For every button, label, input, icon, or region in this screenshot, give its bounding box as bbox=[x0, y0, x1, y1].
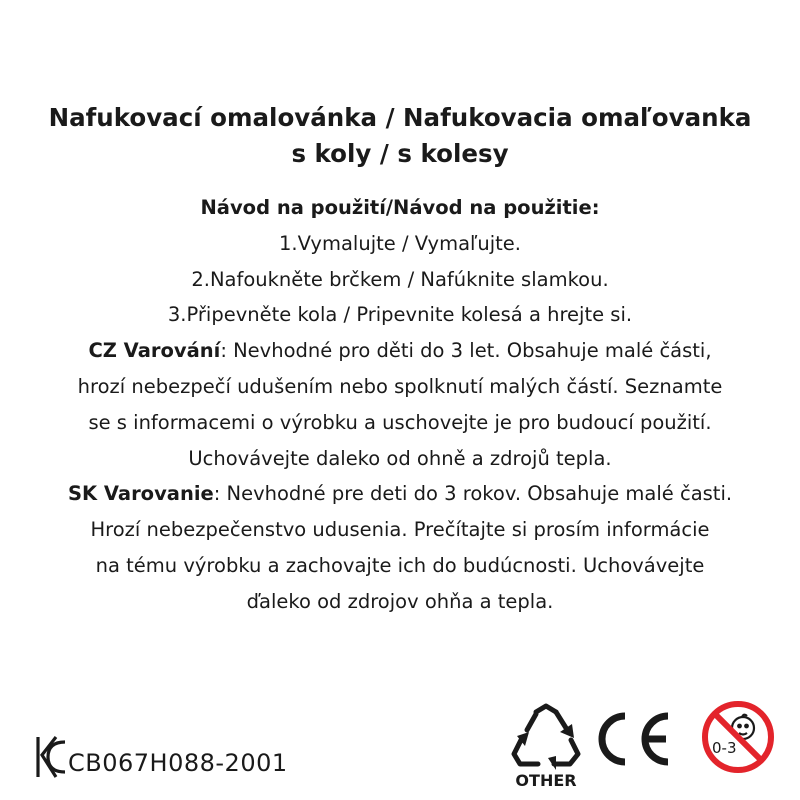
ce-mark-icon bbox=[590, 710, 672, 768]
title-line-2: s koly / s kolesy bbox=[291, 139, 509, 168]
warning-sk-line-1 bbox=[0, 476, 800, 512]
warning-cz-line-2: hrozí nebezpečí udušením nebo spolknutí malých částí. Seznamte bbox=[77, 374, 723, 398]
warning-sk-label: SK Varovanie bbox=[67, 482, 214, 506]
kc-mark-icon bbox=[34, 734, 68, 780]
instructions-heading: Návod na použití/Návod na použitie: bbox=[200, 196, 600, 219]
warning-cz-text-1: : Nevhodné pro děti do 3 let. Obsahuje malé části, bbox=[220, 339, 712, 363]
instruction-step-2: 2.Nafoukněte brčkem / Nafúknite slamkou. bbox=[191, 267, 609, 291]
warning-cz-line-1 bbox=[0, 333, 800, 369]
warning-sk-line-2: Hrozí nebezpečenstvo udusenia. Prečítajte si prosím informácie bbox=[90, 518, 710, 542]
warning-cz-label: CZ Varování bbox=[88, 339, 221, 363]
age-label: 0-3 bbox=[712, 739, 737, 757]
certification-code: CB067H088-2001 bbox=[68, 749, 288, 777]
title-line-1: Nafukovací omalovánka / Nafukovacia omaľovanka bbox=[48, 103, 752, 132]
warning-cz-line-3: se s informacemi o výrobku a uschovejte je pro budoucí použití. bbox=[88, 410, 712, 434]
recycle-icon bbox=[508, 702, 584, 770]
age-restriction-icon bbox=[700, 699, 776, 775]
warning-sk-line-3: na tému výrobku a zachovajte ich do budúcnosti. Uchovávejte bbox=[95, 553, 705, 577]
product-title bbox=[0, 100, 800, 172]
recycle-label: OTHER bbox=[515, 771, 577, 790]
warning-cz-line-4: Uchovávejte daleko od ohně a zdrojů tepla. bbox=[188, 446, 612, 470]
instruction-step-1: 1.Vymalujte / Vymaľujte. bbox=[279, 231, 521, 255]
instructions-block bbox=[0, 190, 800, 620]
warning-sk-text-1: : Nevhodné pre deti do 3 rokov. Obsahuje malé časti. bbox=[213, 482, 733, 506]
instruction-step-3: 3.Připevněte kola / Pripevnite kolesá a hrejte si. bbox=[167, 303, 633, 327]
warning-sk-line-4: ďaleko od zdrojov ohňa a tepla. bbox=[246, 589, 554, 613]
